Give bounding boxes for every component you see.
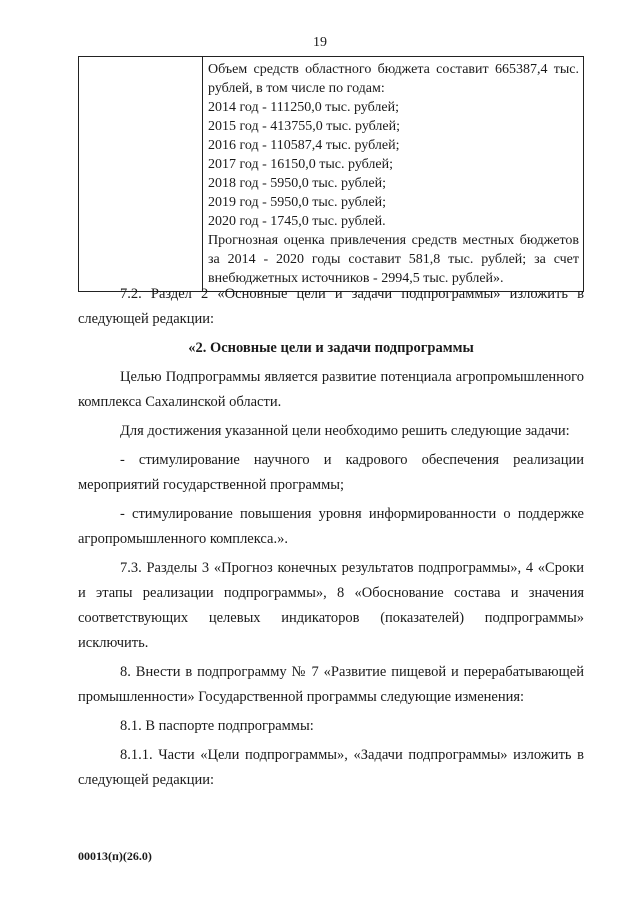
budget-table [78,56,584,292]
paragraph-7-2: 7.2. Раздел 2 «Основные цели и задачи подпрограммы» изложить в следующей редакции: [78,286,584,327]
table-left-cell [79,57,203,292]
budget-line-2016: 2016 год - 110587,4 тыс. рублей; [208,138,400,153]
budget-line-total: Объем средств областного бюджета составит 665387,4 тыс. рублей, в том числе по годам: [208,62,579,96]
budget-line-forecast: Прогнозная оценка привлечения средств местных бюджетов за 2014 - 2020 годы составит 581,8 тыс. рублей; за счет внебюджетных источников - 2994,5 тыс. рублей». [208,233,579,286]
page-number: 19 [313,35,327,50]
budget-line-2017: 2017 год - 16150,0 тыс. рублей; [208,157,394,172]
paragraph-7-3: 7.3. Разделы 3 «Прогноз конечных результатов подпрограммы», 4 «Сроки и этапы реализации подпрограммы», 8 «Обоснование состава и значения соответствующих целевых индикаторов (показателей) подпрограммы» исключить. [78,560,584,651]
budget-line-2015: 2015 год - 413755,0 тыс. рублей; [208,119,401,134]
paragraph-goal: Целью Подпрограммы является развитие потенциала агропромышленного комплекса Сахалинской области. [78,369,584,410]
paragraph-8-1-1: 8.1.1. Части «Цели подпрограммы», «Задачи подпрограммы» изложить в следующей редакции: [78,747,584,788]
section-heading: «2. Основные цели и задачи подпрограммы [188,340,474,356]
paragraph-tasks-intro: Для достижения указанной цели необходимо решить следующие задачи: [120,423,570,439]
document-body [78,282,584,797]
document-code: 00013(п)(26.0) [78,849,152,863]
budget-line-2018: 2018 год - 5950,0 тыс. рублей; [208,176,387,191]
budget-line-2019: 2019 год - 5950,0 тыс. рублей; [208,195,387,210]
paragraph-8: 8. Внести в подпрограмму № 7 «Развитие пищевой и перерабатывающей промышленности» Государственной программы следующие изменения: [78,664,584,705]
paragraph-8-1: 8.1. В паспорте подпрограммы: [120,718,314,734]
budget-line-2020: 2020 год - 1745,0 тыс. рублей. [208,214,386,229]
paragraph-task-1: - стимулирование научного и кадрового обеспечения реализации мероприятий государственной программы; [78,452,584,493]
paragraph-task-2: - стимулирование повышения уровня информированности о поддержке агропромышленного комплекса.». [78,506,584,547]
table-right-cell [203,57,584,292]
budget-line-2014: 2014 год - 111250,0 тыс. рублей; [208,100,399,115]
